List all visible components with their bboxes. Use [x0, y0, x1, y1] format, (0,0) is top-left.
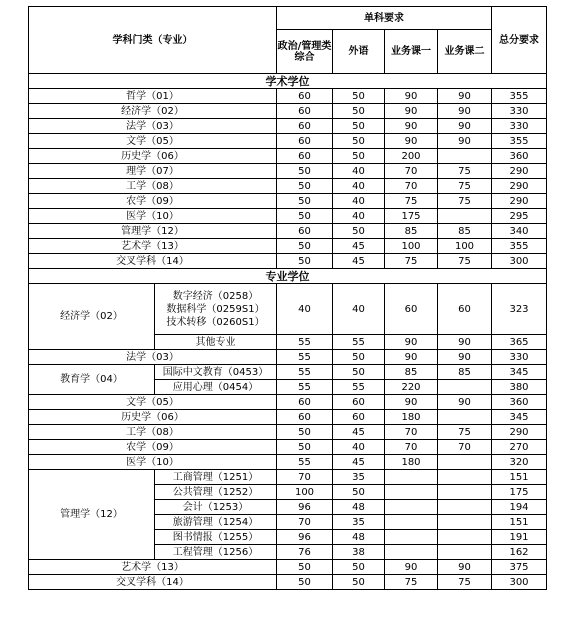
foreign-score: 50	[333, 224, 385, 239]
course2-score	[438, 500, 492, 515]
total-score: 355	[492, 239, 547, 254]
politics-score: 60	[277, 119, 333, 134]
table-row	[29, 575, 547, 590]
course1-score: 70	[385, 425, 438, 440]
course1-score	[385, 485, 438, 500]
course1-score: 200	[385, 149, 438, 164]
course2-score: 100	[438, 239, 492, 254]
section-row	[29, 269, 547, 284]
section-row	[29, 74, 547, 89]
politics-score: 60	[277, 410, 333, 425]
subject-group-name: 教育学（04）	[29, 365, 155, 395]
politics-score: 55	[277, 335, 333, 350]
table-row	[29, 455, 547, 470]
politics-score: 50	[277, 239, 333, 254]
politics-score: 55	[277, 350, 333, 365]
foreign-score: 48	[333, 500, 385, 515]
politics-score: 96	[277, 500, 333, 515]
course1-score: 70	[385, 179, 438, 194]
foreign-score: 35	[333, 515, 385, 530]
total-score: 151	[492, 515, 547, 530]
politics-score: 76	[277, 545, 333, 560]
foreign-header: 外语	[333, 30, 385, 74]
foreign-score: 50	[333, 89, 385, 104]
subject-name: 哲学（01）	[29, 89, 277, 104]
major-name: 其他专业	[155, 335, 277, 350]
subject-name: 农学（09）	[29, 194, 277, 209]
politics-score: 55	[277, 455, 333, 470]
course1-score: 70	[385, 164, 438, 179]
total-score: 290	[492, 425, 547, 440]
foreign-score: 40	[333, 284, 385, 335]
course2-score: 90	[438, 350, 492, 365]
major-name: 旅游管理（1254）	[155, 515, 277, 530]
total-score: 330	[492, 104, 547, 119]
table-row	[29, 254, 547, 269]
course2-score: 75	[438, 254, 492, 269]
total-score: 151	[492, 470, 547, 485]
course2-score: 75	[438, 575, 492, 590]
course2-score: 75	[438, 425, 492, 440]
professional-section-title: 专业学位	[29, 269, 547, 284]
course2-score: 90	[438, 395, 492, 410]
politics-score: 50	[277, 254, 333, 269]
subject-name: 法学（03）	[29, 350, 277, 365]
table-row	[29, 89, 547, 104]
subject-group-name: 管理学（12）	[29, 470, 155, 560]
course1-score: 90	[385, 350, 438, 365]
subject-name: 工学（08）	[29, 179, 277, 194]
politics-score: 96	[277, 530, 333, 545]
total-score: 320	[492, 455, 547, 470]
foreign-score: 50	[333, 134, 385, 149]
course1-score: 90	[385, 104, 438, 119]
course1-score: 90	[385, 134, 438, 149]
subject-group-name: 经济学（02）	[29, 284, 155, 350]
politics-score: 55	[277, 380, 333, 395]
foreign-score: 45	[333, 425, 385, 440]
table-row	[29, 134, 547, 149]
course1-score: 90	[385, 560, 438, 575]
subject-name: 历史学（06）	[29, 410, 277, 425]
course1-score	[385, 500, 438, 515]
total-score: 355	[492, 89, 547, 104]
major-name: 工商管理（1251）	[155, 470, 277, 485]
table-row	[29, 350, 547, 365]
politics-score: 50	[277, 164, 333, 179]
foreign-score: 40	[333, 194, 385, 209]
course1-score: 100	[385, 239, 438, 254]
course1-score: 85	[385, 365, 438, 380]
course2-score: 90	[438, 104, 492, 119]
politics-score: 60	[277, 134, 333, 149]
politics-header: 政治/管理类综合	[277, 30, 333, 74]
course1-score	[385, 545, 438, 560]
table-row	[29, 560, 547, 575]
course2-score	[438, 470, 492, 485]
total-score: 323	[492, 284, 547, 335]
subject-name: 艺术学（13）	[29, 560, 277, 575]
foreign-score: 35	[333, 470, 385, 485]
foreign-score: 50	[333, 575, 385, 590]
major-name: 图书情报（1255）	[155, 530, 277, 545]
politics-score: 50	[277, 425, 333, 440]
course2-score	[438, 455, 492, 470]
course2-score	[438, 530, 492, 545]
course2-score	[438, 410, 492, 425]
foreign-score: 50	[333, 485, 385, 500]
total-score: 194	[492, 500, 547, 515]
academic-section-title: 学术学位	[29, 74, 547, 89]
course1-score: 75	[385, 194, 438, 209]
header-row-1	[29, 7, 547, 30]
course2-header: 业务课二	[438, 30, 492, 74]
major-name: 会计（1253）	[155, 500, 277, 515]
course2-score: 75	[438, 179, 492, 194]
course2-score	[438, 515, 492, 530]
politics-score: 60	[277, 104, 333, 119]
politics-score: 50	[277, 194, 333, 209]
table-row	[29, 440, 547, 455]
foreign-score: 45	[333, 254, 385, 269]
table-row	[29, 239, 547, 254]
subject-name: 历史学（06）	[29, 149, 277, 164]
table-row	[29, 194, 547, 209]
foreign-score: 40	[333, 440, 385, 455]
politics-score: 60	[277, 395, 333, 410]
politics-score: 50	[277, 575, 333, 590]
foreign-score: 60	[333, 410, 385, 425]
course2-score	[438, 545, 492, 560]
foreign-score: 40	[333, 179, 385, 194]
course1-score: 90	[385, 89, 438, 104]
foreign-score: 45	[333, 239, 385, 254]
total-score: 365	[492, 335, 547, 350]
politics-score: 50	[277, 179, 333, 194]
table-row	[29, 149, 547, 164]
politics-score: 50	[277, 440, 333, 455]
course1-score: 220	[385, 380, 438, 395]
foreign-score: 45	[333, 455, 385, 470]
total-score: 270	[492, 440, 547, 455]
subject-name: 农学（09）	[29, 440, 277, 455]
total-score: 345	[492, 410, 547, 425]
table-row	[29, 470, 547, 485]
foreign-score: 55	[333, 335, 385, 350]
subject-name: 管理学（12）	[29, 224, 277, 239]
course1-score: 75	[385, 254, 438, 269]
total-score: 300	[492, 254, 547, 269]
foreign-score: 50	[333, 350, 385, 365]
subject-name: 工学（08）	[29, 425, 277, 440]
politics-score: 55	[277, 365, 333, 380]
course1-score	[385, 530, 438, 545]
total-score: 360	[492, 149, 547, 164]
course2-score: 90	[438, 134, 492, 149]
course1-score: 90	[385, 335, 438, 350]
course1-score: 180	[385, 455, 438, 470]
total-header: 总分要求	[492, 7, 547, 74]
table-row	[29, 119, 547, 134]
course2-score	[438, 209, 492, 224]
foreign-score: 38	[333, 545, 385, 560]
course1-score: 175	[385, 209, 438, 224]
total-score: 191	[492, 530, 547, 545]
course1-score: 90	[385, 119, 438, 134]
course1-score	[385, 515, 438, 530]
politics-score: 50	[277, 560, 333, 575]
foreign-score: 50	[333, 119, 385, 134]
table-row	[29, 209, 547, 224]
foreign-score: 48	[333, 530, 385, 545]
course1-score: 180	[385, 410, 438, 425]
major-name: 公共管理（1252）	[155, 485, 277, 500]
table-row	[29, 224, 547, 239]
course2-score: 90	[438, 89, 492, 104]
table-row	[29, 104, 547, 119]
table-row	[29, 395, 547, 410]
course1-score: 70	[385, 440, 438, 455]
course2-score: 90	[438, 335, 492, 350]
foreign-score: 50	[333, 149, 385, 164]
politics-score: 60	[277, 149, 333, 164]
foreign-score: 55	[333, 380, 385, 395]
total-score: 290	[492, 194, 547, 209]
major-name: 数字经济（0258） 数据科学（0259S1） 技术转移（0260S1）	[155, 284, 277, 335]
total-score: 330	[492, 350, 547, 365]
total-score: 295	[492, 209, 547, 224]
politics-score: 60	[277, 224, 333, 239]
course1-score	[385, 470, 438, 485]
total-score: 175	[492, 485, 547, 500]
foreign-score: 60	[333, 395, 385, 410]
foreign-score: 40	[333, 164, 385, 179]
course2-score: 85	[438, 224, 492, 239]
total-score: 330	[492, 119, 547, 134]
score-requirements-table	[28, 6, 547, 590]
politics-score: 50	[277, 209, 333, 224]
course2-score	[438, 485, 492, 500]
total-score: 300	[492, 575, 547, 590]
table-row	[29, 410, 547, 425]
total-score: 345	[492, 365, 547, 380]
course1-score: 90	[385, 395, 438, 410]
subject-name: 艺术学（13）	[29, 239, 277, 254]
course1-score: 75	[385, 575, 438, 590]
total-score: 380	[492, 380, 547, 395]
subject-name: 经济学（02）	[29, 104, 277, 119]
total-score: 360	[492, 395, 547, 410]
table-row	[29, 425, 547, 440]
course2-score: 90	[438, 560, 492, 575]
course2-score: 75	[438, 194, 492, 209]
total-score: 375	[492, 560, 547, 575]
subject-name: 交叉学科（14）	[29, 254, 277, 269]
course2-score: 70	[438, 440, 492, 455]
total-score: 162	[492, 545, 547, 560]
course2-score: 75	[438, 164, 492, 179]
subject-name: 医学（10）	[29, 455, 277, 470]
total-score: 340	[492, 224, 547, 239]
politics-score: 70	[277, 515, 333, 530]
course2-score	[438, 149, 492, 164]
foreign-score: 50	[333, 104, 385, 119]
foreign-score: 50	[333, 560, 385, 575]
course2-score: 85	[438, 365, 492, 380]
politics-score: 100	[277, 485, 333, 500]
foreign-score: 50	[333, 365, 385, 380]
course2-score	[438, 380, 492, 395]
table-row	[29, 164, 547, 179]
politics-score: 40	[277, 284, 333, 335]
politics-score: 60	[277, 89, 333, 104]
foreign-score: 40	[333, 209, 385, 224]
major-name: 工程管理（1256）	[155, 545, 277, 560]
course1-score: 85	[385, 224, 438, 239]
subject-header: 学科门类（专业）	[29, 7, 277, 74]
subject-name: 医学（10）	[29, 209, 277, 224]
course2-score: 90	[438, 119, 492, 134]
subject-name: 文学（05）	[29, 134, 277, 149]
subject-name: 理学（07）	[29, 164, 277, 179]
subject-name: 文学（05）	[29, 395, 277, 410]
politics-score: 70	[277, 470, 333, 485]
course2-score: 60	[438, 284, 492, 335]
subject-name: 法学（03）	[29, 119, 277, 134]
course1-score: 60	[385, 284, 438, 335]
major-name: 应用心理（0454）	[155, 380, 277, 395]
course1-header: 业务课一	[385, 30, 438, 74]
single-subject-header: 单科要求	[277, 7, 492, 30]
subject-name: 交叉学科（14）	[29, 575, 277, 590]
total-score: 290	[492, 179, 547, 194]
major-name: 国际中文教育（0453）	[155, 365, 277, 380]
total-score: 290	[492, 164, 547, 179]
table-row	[29, 284, 547, 335]
table-row	[29, 365, 547, 380]
total-score: 355	[492, 134, 547, 149]
table-row	[29, 179, 547, 194]
